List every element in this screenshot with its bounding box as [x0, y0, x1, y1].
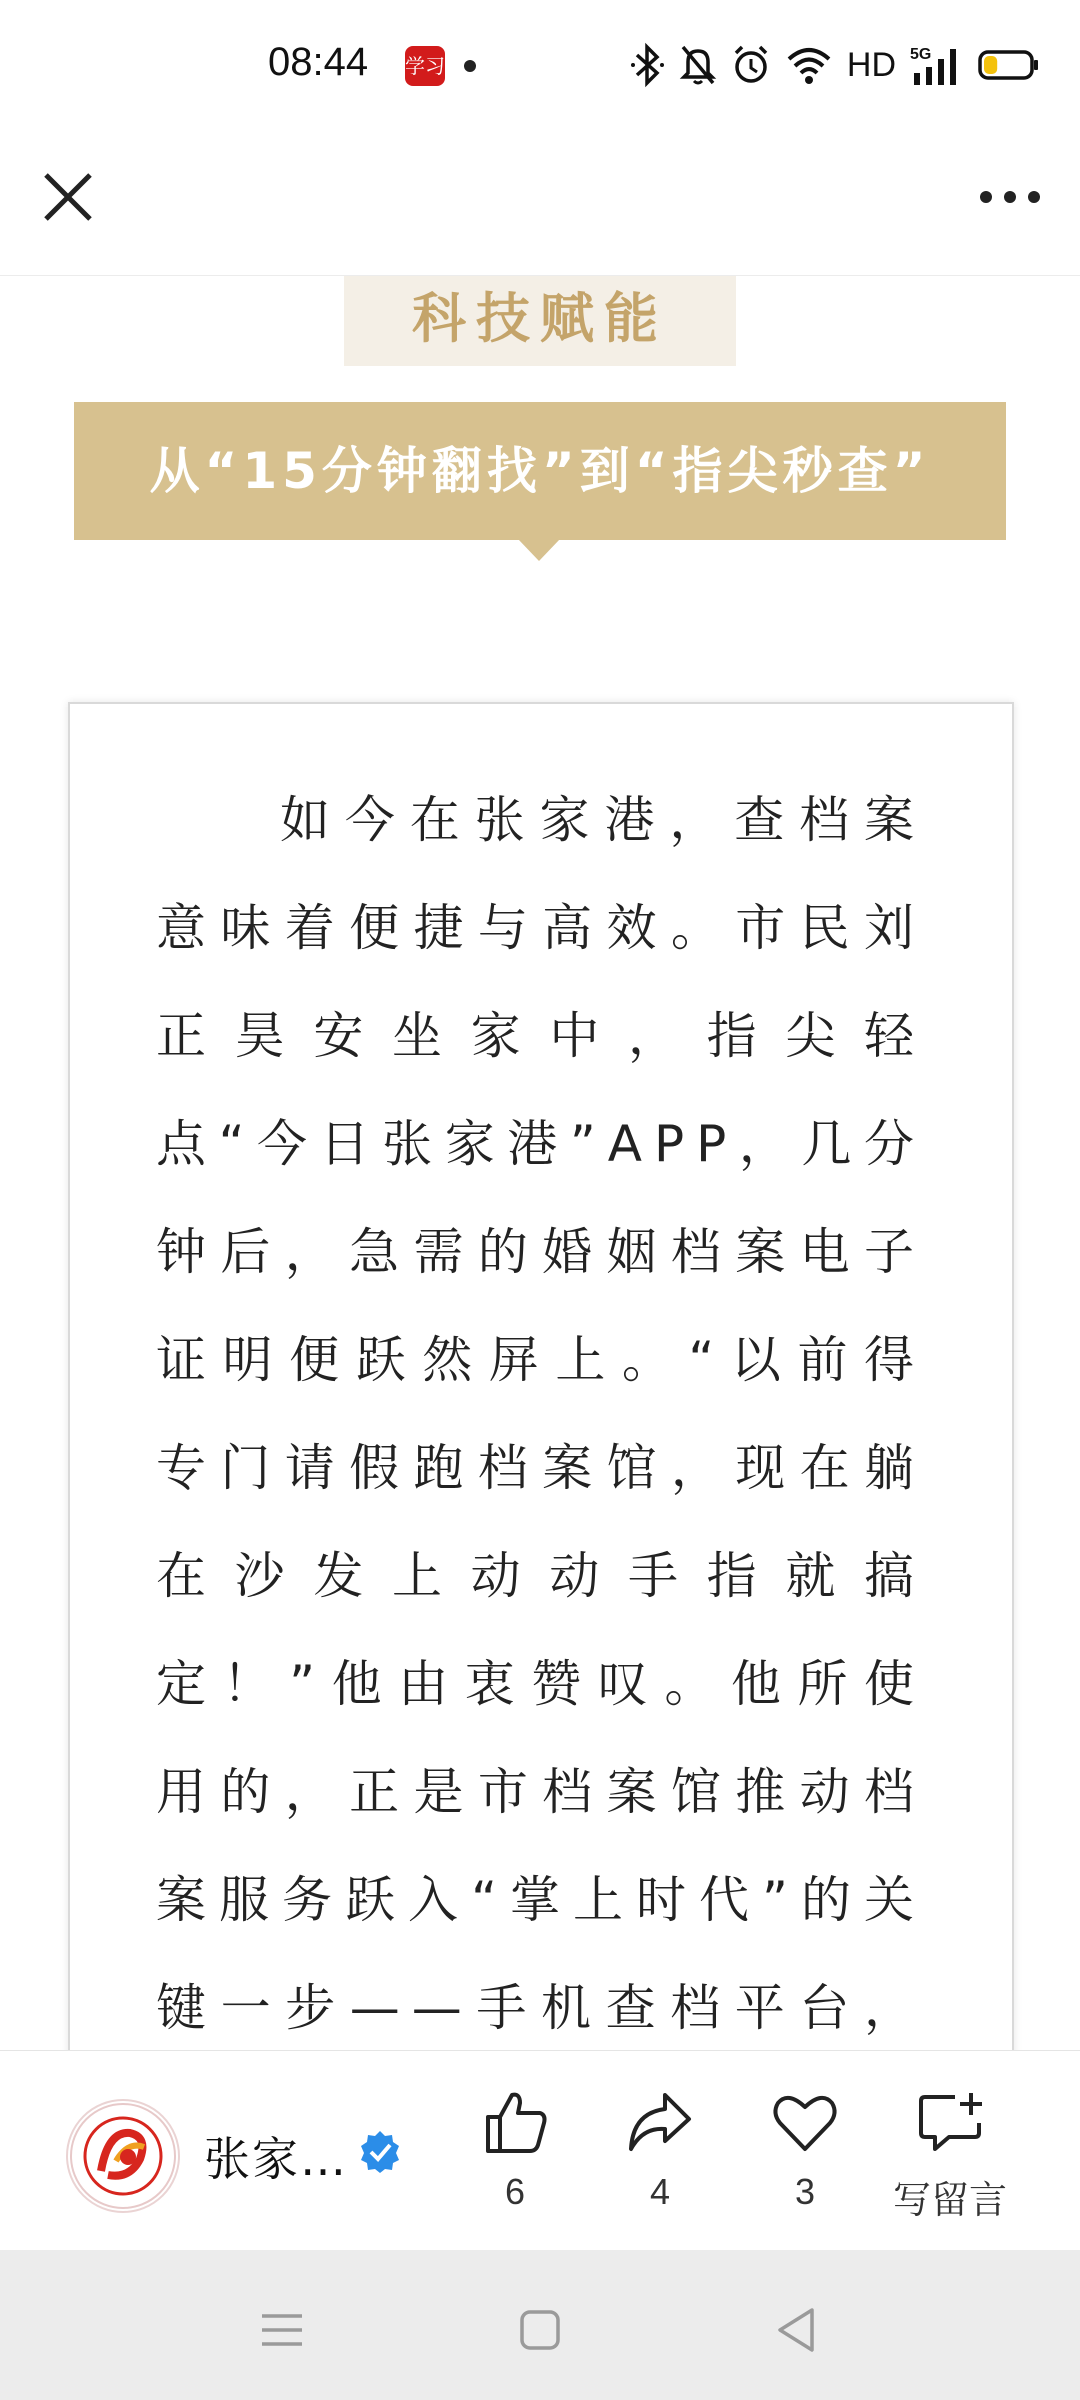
comment-label: 写留言 [892, 2178, 1007, 2222]
status-icons [631, 40, 1040, 90]
section-headline: 从“15分钟翻找”到“指尖秒查” [74, 402, 1006, 540]
account-name[interactable]: 张家… [204, 2132, 348, 2186]
status-time: 08:44 [268, 40, 369, 84]
heart-icon [770, 2087, 840, 2157]
signal-icon [910, 43, 964, 87]
xuexi-app-icon: 学习 [405, 46, 445, 86]
back-icon[interactable] [766, 2300, 826, 2360]
article-text-card [68, 702, 1014, 2206]
more-icon[interactable] [970, 165, 1050, 229]
close-icon[interactable] [36, 165, 100, 229]
status-bar [0, 0, 1080, 135]
bottom-action-bar [0, 2050, 1080, 2251]
svg-text:5G: 5G [910, 46, 932, 63]
battery-icon [978, 43, 1040, 87]
share-count: 4 [649, 2171, 671, 2212]
hd-indicator: HD [846, 45, 896, 84]
headline-pointer [518, 539, 560, 561]
favorite-count: 3 [794, 2171, 816, 2212]
section-tag: 科技赋能 [344, 276, 736, 366]
thumb-up-icon [480, 2087, 550, 2157]
menu-icon[interactable] [252, 2300, 312, 2360]
account-avatar[interactable] [66, 2099, 180, 2213]
article-paragraph: 如今在张家港，查档案意味着便捷与高效。市民刘正昊安坐家中，指尖轻点“今日张家港”APP，几分钟后，急需的婚姻档案电子证明便跃然屏上。“以前得专门请假跑档案馆，现在躺在沙发上动动手指就搞定！”他由衷赞叹。他所使用的，正是市档案馆推动档案服务跃入“掌上时代”的关键一步——手机查档平台， [156, 791, 926, 2037]
comment-add-icon [915, 2087, 985, 2157]
mute-bell-icon [679, 43, 717, 87]
article-content[interactable] [0, 276, 1080, 2050]
share-button[interactable] [595, 2087, 725, 2217]
verified-badge-icon [358, 2129, 402, 2173]
like-button[interactable] [450, 2087, 580, 2217]
system-nav-bar [0, 2250, 1080, 2400]
share-icon [625, 2087, 695, 2157]
alarm-icon [731, 43, 771, 87]
favorite-button[interactable] [740, 2087, 870, 2217]
home-icon[interactable] [510, 2300, 570, 2360]
top-nav-bar [0, 135, 1080, 276]
wifi-icon [785, 43, 833, 87]
like-count: 6 [504, 2171, 526, 2212]
comment-button[interactable] [885, 2087, 1015, 2222]
notification-dot-icon [464, 60, 476, 72]
bluetooth-icon [631, 43, 665, 87]
